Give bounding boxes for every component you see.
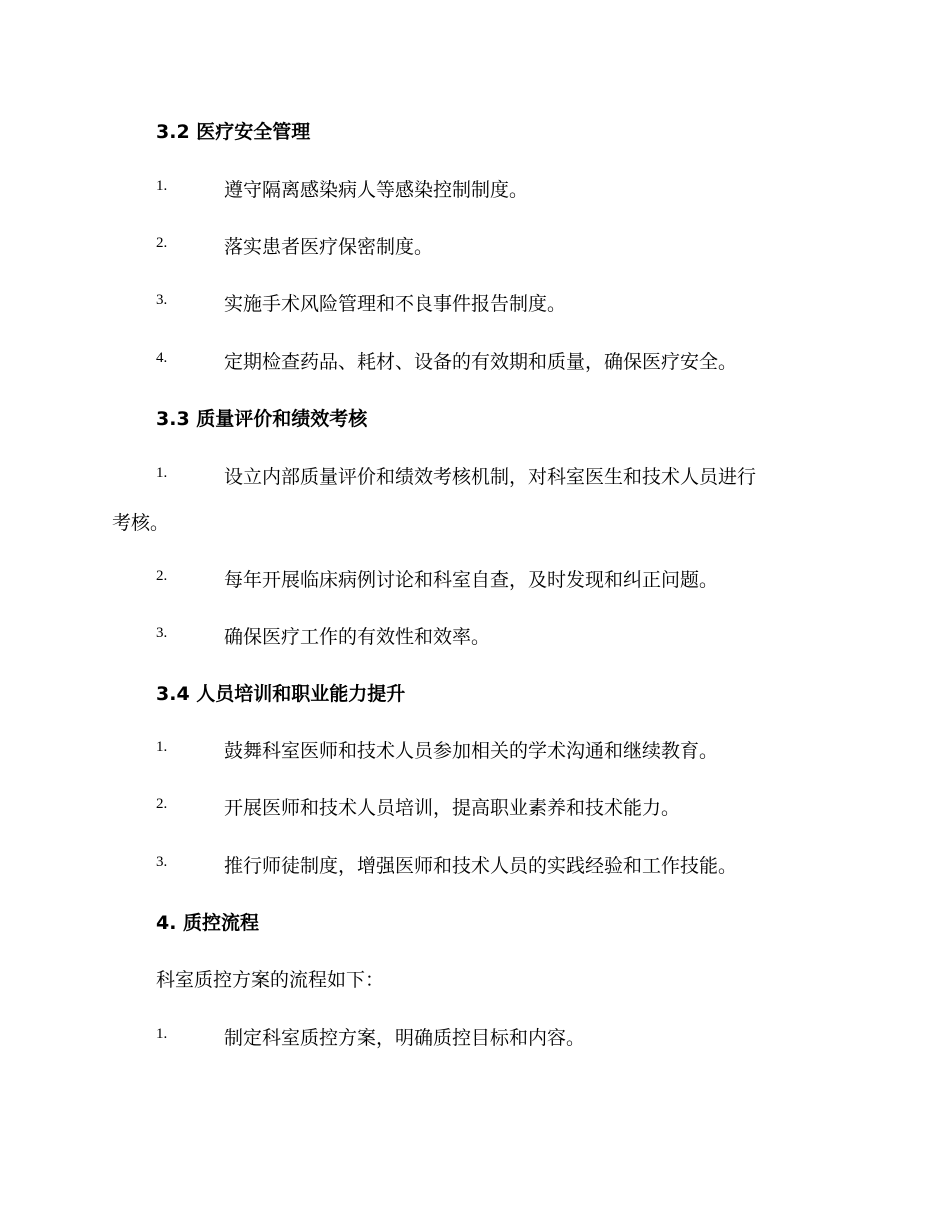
list-number: 1. (156, 1026, 168, 1042)
list-number: 1. (156, 178, 168, 194)
list-item-text: 定期检查药品、耗材、设备的有效期和质量，确保医疗安全。 (224, 351, 738, 373)
list-item-continuation: 考核。 (112, 512, 170, 534)
section-heading-3-4: 3.4 人员培训和职业能力提升 (156, 683, 406, 705)
list-item-text: 推行师徒制度，增强医师和技术人员的实践经验和工作技能。 (224, 855, 738, 877)
list-item-text: 鼓舞科室医师和技术人员参加相关的学术沟通和继续教育。 (224, 740, 719, 762)
list-number: 4. (156, 350, 168, 366)
section-heading-3-2: 3.2 医疗安全管理 (156, 121, 311, 143)
list-number: 3. (156, 625, 168, 641)
list-item-text: 确保医疗工作的有效性和效率。 (224, 626, 491, 648)
list-number: 2. (156, 796, 168, 812)
list-item-text: 遵守隔离感染病人等感染控制制度。 (224, 179, 529, 201)
list-item-text: 落实患者医疗保密制度。 (224, 236, 434, 258)
list-item-text: 开展医师和技术人员培训，提高职业素养和技术能力。 (224, 797, 681, 819)
list-item-text: 制定科室质控方案，明确质控目标和内容。 (224, 1027, 586, 1049)
list-number: 3. (156, 292, 168, 308)
section-heading-4: 4. 质控流程 (156, 912, 260, 934)
list-number: 2. (156, 235, 168, 251)
section-heading-3-3: 3.3 质量评价和绩效考核 (156, 408, 368, 430)
section-intro-paragraph: 科室质控方案的流程如下： (156, 969, 385, 991)
list-item-text: 每年开展临床病例讨论和科室自查，及时发现和纠正问题。 (224, 569, 719, 591)
list-item-text: 设立内部质量评价和绩效考核机制，对科室医生和技术人员进行 (224, 466, 757, 488)
list-item-text: 实施手术风险管理和不良事件报告制度。 (224, 293, 567, 315)
list-number: 2. (156, 568, 168, 584)
list-number: 1. (156, 465, 168, 481)
list-number: 3. (156, 854, 168, 870)
list-number: 1. (156, 739, 168, 755)
